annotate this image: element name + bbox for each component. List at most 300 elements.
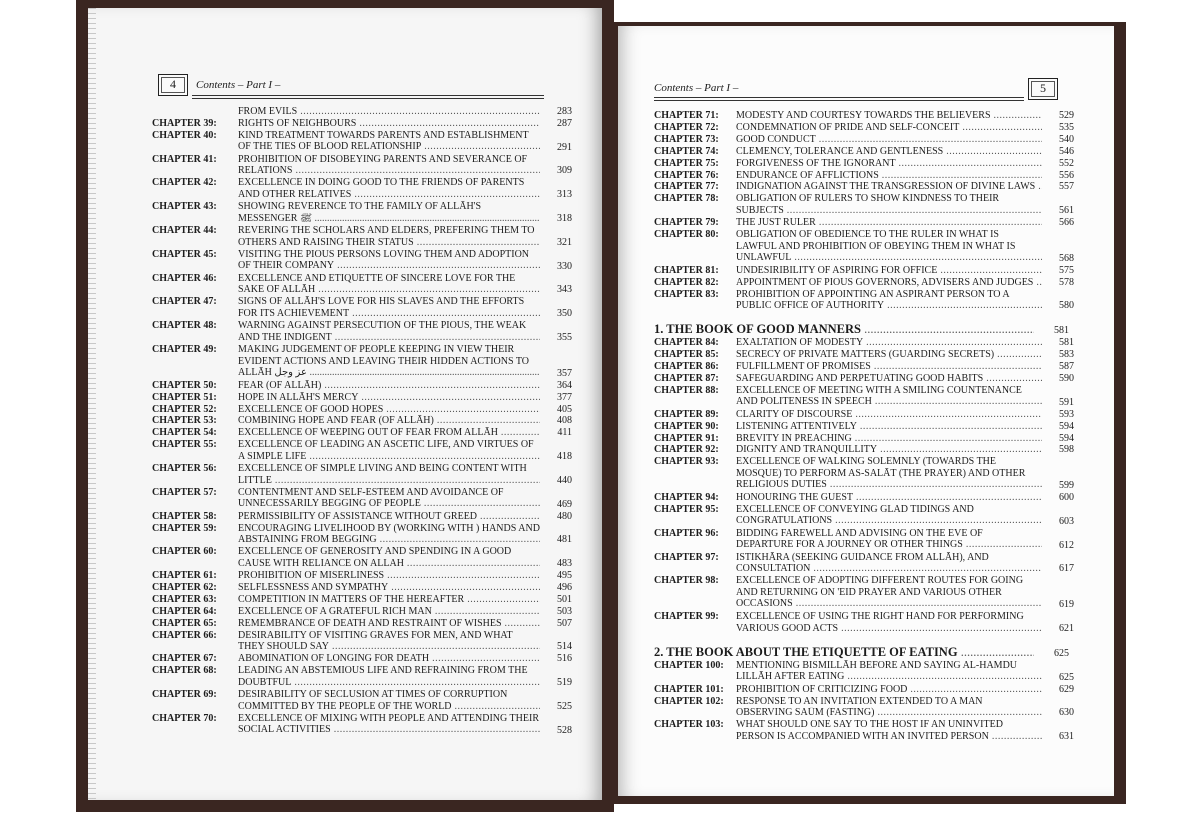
chapter-number: CHAPTER 90: — [654, 420, 719, 432]
chapter-title — [238, 511, 540, 523]
chapter-title — [238, 463, 540, 486]
toc-entry — [152, 618, 572, 630]
chapter-title — [736, 719, 1042, 742]
toc-entry — [152, 427, 572, 439]
page-ref: 483 — [557, 558, 572, 570]
chapter-title — [736, 289, 1042, 312]
chapter-title-line: LISTENING ATTENTIVELY ..... — [736, 421, 1042, 433]
chapter-number: CHAPTER 80: — [654, 229, 719, 240]
toc-entry — [152, 404, 572, 416]
page-ref: 501 — [557, 593, 572, 605]
page-ref: 408 — [557, 415, 572, 427]
chapter-title-line: VISITING THE PIOUS PERSONS LOVING THEM AND ADOPTION — [238, 248, 530, 260]
chapter-number: CHAPTER 87: — [654, 373, 719, 384]
chapter-title — [238, 606, 540, 618]
chapter-title — [238, 380, 540, 392]
chapter-title-line: BREVITY IN PREACHING ..... — [736, 433, 1042, 445]
chapter-number: CHAPTER 86: — [654, 361, 719, 373]
chapter-title-line: EXCELLENCE OF CONVEYING GLAD TIDINGS AND — [736, 503, 974, 515]
toc-entry — [152, 523, 572, 547]
chapter-title-line: EXCELLENCE AND ETIQUETTE OF SINCERE LOVE FOR THE — [238, 272, 516, 284]
page-ref: 529 — [1059, 110, 1074, 121]
chapter-title-line: EXCELLENCE OF MIXING WITH PEOPLE AND ATTENDING THEIR — [238, 712, 539, 724]
chapter-title — [238, 546, 540, 569]
chapter-number: CHAPTER 99: — [654, 611, 719, 622]
page-ref: 377 — [557, 391, 572, 403]
chapter-title-line: ISTIKHĀRA (SEEKING GUIDANCE FROM ALLĀH), AND — [736, 551, 989, 563]
chapter-title — [238, 296, 540, 319]
toc-entry — [152, 570, 572, 582]
chapter-number: CHAPTER 52: — [152, 403, 217, 415]
page-ref: 629 — [1059, 683, 1074, 695]
chapter-title-line: A SIMPLE LIFE ..... — [238, 451, 540, 463]
chapter-number: CHAPTER 61: — [152, 570, 217, 582]
page-ref: 540 — [1059, 133, 1074, 145]
chapter-title-line: SOCIAL ACTIVITIES ..... — [238, 724, 540, 736]
chapter-title-line: MOSQUE) TO PERFORM AS-SALĀT (THE PRAYER) AND OTHER — [736, 467, 1026, 479]
chapter-title — [736, 349, 1042, 361]
chapter-title — [736, 696, 1042, 719]
chapter-title — [238, 201, 540, 224]
chapter-title — [736, 217, 1042, 229]
chapter-number: CHAPTER 73: — [654, 133, 719, 145]
chapter-title-line: EXCELLENCE OF USING THE RIGHT HAND FOR PERFORMING — [736, 611, 1024, 622]
chapter-number: CHAPTER 48: — [152, 320, 217, 332]
chapter-title — [736, 337, 1042, 349]
chapter-number: CHAPTER 65: — [152, 617, 217, 629]
page-edge — [88, 8, 96, 800]
toc-entry — [654, 158, 1074, 170]
toc-entry — [654, 719, 1074, 743]
toc-entry — [152, 380, 572, 392]
chapter-title — [736, 146, 1042, 158]
chapter-title-line: EXCELLENCE OF A GRATEFUL RICH MAN ..... — [238, 606, 540, 618]
toc-entry — [654, 170, 1074, 182]
chapter-title-line: OTHERS AND RAISING THEIR STATUS ..... — [238, 237, 540, 249]
chapter-title — [736, 409, 1042, 421]
page-ref: 575 — [1059, 264, 1074, 276]
chapter-title — [736, 575, 1042, 610]
chapter-title-line: COMPETITION IN MATTERS OF THE HEREAFTER ..... — [238, 594, 540, 606]
chapter-title-line: PUBLIC OFFICE OF AUTHORITY ..... — [736, 300, 1042, 312]
chapter-title — [736, 229, 1042, 264]
chapter-title-line: LILLĀH AFTER EATING ..... — [736, 671, 1042, 683]
toc-entry — [152, 713, 572, 737]
toc-entry — [152, 130, 572, 154]
chapter-title-line: AND OTHER RELATIVES ..... — [238, 189, 540, 201]
page-ref: 557 — [1059, 181, 1074, 193]
chapter-title-line: KIND TREATMENT TOWARDS PARENTS AND ESTABLISHMENT — [238, 129, 529, 141]
page-number: 4 — [170, 77, 176, 91]
chapter-title-line: EXCELLENCE IN DOING GOOD TO THE FRIENDS OF PARENTS — [238, 177, 525, 189]
page-ref: 583 — [1059, 349, 1074, 361]
toc-entry — [152, 653, 572, 665]
chapter-title-line: SELFLESSNESS AND SYMPATHY ..... — [238, 582, 540, 594]
chapter-number: CHAPTER 85: — [654, 349, 719, 361]
chapter-title-line: DESIRABILITY OF SECLUSION AT TIMES OF CORRUPTION — [238, 689, 508, 701]
chapter-title-line: RELIGIOUS DUTIES ..... — [736, 479, 1042, 491]
page-ref: 612 — [1059, 539, 1074, 551]
chapter-title-line: LAWFUL AND PROHIBITION OF OBEYING THEM IN WHAT IS — [736, 240, 1016, 252]
chapter-title — [736, 193, 1042, 216]
chapter-title-line: EXALTATION OF MODESTY ..... — [736, 337, 1042, 349]
page-ref: 591 — [1059, 396, 1074, 408]
chapter-title-line: CAUSE WITH RELIANCE ON ALLAH ..... — [238, 558, 540, 570]
page-ref: 514 — [557, 641, 572, 653]
chapter-number: CHAPTER 44: — [152, 225, 217, 236]
chapter-number: CHAPTER 75: — [654, 157, 719, 169]
chapter-number: CHAPTER 54: — [152, 427, 217, 439]
page-ref: 566 — [1059, 217, 1074, 229]
page-ref: 418 — [557, 451, 572, 463]
toc-entry — [654, 611, 1074, 635]
page-ref: 528 — [557, 724, 572, 736]
book-page-ref: 581 — [1054, 325, 1069, 337]
page-ref: 593 — [1059, 408, 1074, 420]
chapter-title — [238, 665, 540, 688]
chapter-number: CHAPTER 70: — [152, 712, 217, 724]
chapter-title — [238, 689, 540, 712]
chapter-number: CHAPTER 58: — [152, 510, 217, 522]
page-number-box — [158, 74, 188, 96]
chapter-title — [736, 528, 1042, 551]
page-ref: 309 — [557, 165, 572, 177]
toc-entry — [654, 504, 1074, 528]
chapter-number: CHAPTER 96: — [654, 527, 719, 539]
chapter-title-line: THE JUST RULER ..... — [736, 217, 1042, 229]
chapter-number: CHAPTER 45: — [152, 248, 217, 260]
toc-entry — [152, 415, 572, 427]
chapter-number: CHAPTER 91: — [654, 432, 719, 444]
chapter-title-line: EXCELLENCE OF MEETING WITH A SMILING COUNTENANCE — [736, 384, 1022, 396]
chapter-title-line: DEPARTURE FOR A JOURNEY OR OTHER THINGS ..... — [736, 539, 1042, 551]
chapter-title — [736, 660, 1042, 683]
toc-entry — [152, 665, 572, 689]
chapter-title-line: PERSON IS ACCOMPANIED WITH AN INVITED PERSON ..... — [736, 731, 1042, 743]
chapter-title — [238, 118, 540, 130]
chapter-title-line: EXCELLENCE OF GENEROSITY AND SPENDING IN A GOOD — [238, 546, 512, 558]
chapter-title — [238, 225, 540, 248]
toc-entry — [654, 337, 1074, 349]
page-ref: 496 — [557, 582, 572, 593]
page-ref: 516 — [557, 653, 572, 665]
book-page-ref: 625 — [1054, 647, 1069, 659]
toc-entry — [152, 249, 572, 273]
page-ref: 594 — [1059, 432, 1074, 444]
toc-entry — [654, 421, 1074, 433]
page-ref: 355 — [557, 332, 572, 344]
page-ref: 364 — [557, 379, 572, 391]
chapter-number: CHAPTER 40: — [152, 129, 217, 141]
chapter-title-line: ALLĀH عز وجل ..... — [238, 367, 540, 379]
toc-entry — [654, 444, 1074, 456]
chapter-title — [238, 630, 540, 653]
toc-entry — [654, 361, 1074, 373]
chapter-title-line: FEAR (OF ALLĀH) ..... — [238, 380, 540, 392]
chapter-title-line: EXCELLENCE OF GOOD HOPES ..... — [238, 404, 540, 416]
chapter-number: CHAPTER 83: — [654, 288, 719, 300]
chapter-title-line: CONGRATULATIONS ..... — [736, 515, 1042, 527]
chapter-title-line: SAFEGUARDING AND PERPETUATING GOOD HABITS ..... — [736, 373, 1042, 385]
chapter-title-line: PROHIBITION OF CRITICIZING FOOD ..... — [736, 684, 1042, 696]
toc-entry — [152, 320, 572, 344]
chapter-title-line: SAKE OF ALLĀH ..... — [238, 284, 540, 296]
chapter-title-line: EXCELLENCE OF WALKING SOLEMNLY (TOWARDS THE — [736, 456, 997, 468]
toc-entry — [654, 552, 1074, 576]
chapter-title — [736, 277, 1042, 289]
chapter-title — [238, 582, 540, 594]
chapter-number: CHAPTER 51: — [152, 391, 217, 403]
book-heading: 2. THE BOOK ABOUT THE ETIQUETTE OF EATING ..... — [654, 645, 1034, 660]
page-ref: 440 — [557, 474, 572, 486]
chapter-title — [736, 361, 1042, 373]
chapter-title-line: OF THE TIES OF BLOOD RELATIONSHIP ..... — [238, 141, 540, 153]
chapter-title — [736, 122, 1042, 134]
chapter-title — [238, 618, 540, 630]
chapter-title-line: FULFILLMENT OF PROMISES ..... — [736, 361, 1042, 373]
toc-entry — [152, 606, 572, 618]
chapter-title-line: EXCELLENCE OF LEADING AN ASCETIC LIFE, AND VIRTUES OF — [238, 439, 534, 451]
toc-entry — [654, 134, 1074, 146]
chapter-title-line: AND RETURNING ON 'EID PRAYER AND VARIOUS OTHER — [736, 586, 1002, 598]
chapter-title-line: ABOMINATION OF LONGING FOR DEATH ..... — [238, 653, 540, 665]
page-ref: 495 — [557, 570, 572, 582]
chapter-title-line: GOOD CONDUCT ..... — [736, 134, 1042, 146]
chapter-title-line: CONTENTMENT AND SELF-ESTEEM AND AVOIDANCE OF — [238, 486, 504, 498]
toc-entry — [654, 217, 1074, 229]
chapter-number: CHAPTER 94: — [654, 492, 719, 503]
chapter-number: CHAPTER 56: — [152, 463, 217, 474]
chapter-title-line: DOUBTFUL ..... — [238, 677, 540, 689]
page-ref: 598 — [1059, 444, 1074, 456]
page-ref: 343 — [557, 284, 572, 296]
chapter-number: CHAPTER 100: — [654, 659, 724, 671]
chapter-title — [736, 684, 1042, 696]
chapter-title-line: MESSENGER ﷺ ..... — [238, 213, 540, 225]
chapter-title-line: MODESTY AND COURTESY TOWARDS THE BELIEVERS ..... — [736, 110, 1042, 122]
chapter-number: CHAPTER 101: — [654, 683, 724, 695]
page-ref: 283 — [557, 106, 572, 117]
page-ref: 625 — [1059, 671, 1074, 683]
chapter-title-line: SUBJECTS ..... — [736, 205, 1042, 217]
chapter-number: CHAPTER 82: — [654, 276, 719, 288]
chapter-number: CHAPTER 74: — [654, 145, 719, 157]
page-ref: 587 — [1059, 361, 1074, 373]
chapter-title-line: SIGNS OF ALLĀH'S LOVE FOR HIS SLAVES AND THE EFFORTS — [238, 296, 525, 308]
chapter-number: CHAPTER 39: — [152, 117, 217, 129]
chapter-title — [736, 373, 1042, 385]
page-ref: 578 — [1059, 276, 1074, 288]
toc-entry — [654, 265, 1074, 277]
page-ref: 330 — [557, 260, 572, 272]
chapter-title-line: HOPE IN ALLĀH'S MERCY ..... — [238, 392, 540, 404]
chapter-number: CHAPTER 57: — [152, 486, 217, 498]
page-ref: 321 — [557, 236, 572, 248]
chapter-title-line: RIGHTS OF NEIGHBOURS ..... — [238, 118, 540, 130]
toc-entry — [654, 229, 1074, 265]
chapter-title-line: CONSULTATION ..... — [736, 563, 1042, 575]
chapter-number: CHAPTER 79: — [654, 217, 719, 229]
chapter-title-line: SHOWING REVERENCE TO THE FAMILY OF ALLĀH'S — [238, 201, 482, 213]
page-ref: 481 — [557, 534, 572, 546]
page-ref: 617 — [1059, 563, 1074, 575]
chapter-number: CHAPTER 76: — [654, 169, 719, 181]
page-ref: 621 — [1059, 622, 1074, 634]
toc-entry — [152, 582, 572, 594]
toc-entry — [152, 487, 572, 511]
chapter-title — [736, 181, 1042, 193]
chapter-title — [736, 421, 1042, 433]
chapter-title-line: CLEMENCY, TOLERANCE AND GENTLENESS ..... — [736, 146, 1042, 158]
page-ref: 405 — [557, 403, 572, 415]
chapter-number: CHAPTER 95: — [654, 503, 719, 515]
toc-entry — [654, 385, 1074, 409]
chapter-title — [736, 456, 1042, 491]
chapter-title-line: COMBINING HOPE AND FEAR (OF ALLĀH) ..... — [238, 415, 540, 427]
chapter-title — [736, 611, 1042, 634]
toc-entry — [152, 439, 572, 463]
chapter-number: CHAPTER 42: — [152, 177, 217, 189]
chapter-title — [736, 110, 1042, 122]
chapter-number: CHAPTER 89: — [654, 408, 719, 420]
chapter-title — [238, 177, 540, 200]
page-ref: 519 — [557, 677, 572, 689]
chapter-title-line: MENTIONING BISMILLĀH BEFORE AND SAYING AL-HAMDU — [736, 659, 1018, 671]
toc-entry — [654, 289, 1074, 313]
chapter-title-line: RELATIONS ..... — [238, 165, 540, 177]
chapter-title-line: UNDESIRIBILITY OF ASPIRING FOR OFFICE ..... — [736, 265, 1042, 277]
chapter-title-line: LITTLE ..... — [238, 475, 540, 487]
chapter-title — [238, 249, 540, 272]
chapter-title — [238, 320, 540, 343]
chapter-number: CHAPTER 62: — [152, 582, 217, 593]
chapter-title-line: PERMISSIBILITY OF ASSISTANCE WITHOUT GREED ..... — [238, 511, 540, 523]
chapter-title-line: PROHIBITION OF APPOINTING AN ASPIRANT PERSON TO A — [736, 288, 1010, 300]
chapter-title — [736, 504, 1042, 527]
chapter-number: CHAPTER 66: — [152, 629, 217, 641]
toc-entry — [654, 409, 1074, 421]
chapter-title-line: PROHIBITION OF MISERLINESS ..... — [238, 570, 540, 582]
page-ref: 631 — [1059, 731, 1074, 743]
page-ref: 556 — [1059, 169, 1074, 181]
toc-entry — [654, 181, 1074, 193]
chapter-number: CHAPTER 88: — [654, 384, 719, 396]
page-ref: 313 — [557, 189, 572, 201]
toc-entry — [654, 660, 1074, 684]
toc-entry — [152, 594, 572, 606]
page-ref: 599 — [1059, 480, 1074, 492]
page-ref: 590 — [1059, 373, 1074, 384]
chapter-title — [238, 415, 540, 427]
chapter-title-line: UNLAWFUL ..... — [736, 252, 1042, 264]
chapter-title-line: DESIRABILITY OF VISITING GRAVES FOR MEN, AND WHAT — [238, 629, 513, 641]
chapter-title — [736, 552, 1042, 575]
page-ref: 525 — [557, 700, 572, 712]
chapter-title — [238, 404, 540, 416]
chapter-number: CHAPTER 103: — [654, 719, 724, 731]
left-page — [88, 8, 602, 800]
page-ref: 580 — [1059, 300, 1074, 312]
toc-entry — [152, 106, 572, 118]
toc-entry — [654, 575, 1074, 611]
toc-entry — [654, 684, 1074, 696]
toc-entry — [152, 689, 572, 713]
chapter-number: CHAPTER 64: — [152, 605, 217, 617]
page-ref: 546 — [1059, 145, 1074, 157]
toc-entry — [654, 373, 1074, 385]
chapter-title-line: OBSERVING SAŪM (FASTING) ..... — [736, 707, 1042, 719]
toc-entry — [152, 118, 572, 130]
chapter-title-line: INDIGNATION AGAINST THE TRANSGRESSION OF DIVINE LAWS ..... — [736, 181, 1042, 193]
book-heading: 1. THE BOOK OF GOOD MANNERS ..... — [654, 322, 1034, 337]
chapter-title — [238, 273, 540, 296]
chapter-number: CHAPTER 93: — [654, 456, 719, 468]
chapter-title-line: DIGNITY AND TRANQUILLITY ..... — [736, 444, 1042, 456]
toc-entry — [152, 344, 572, 380]
chapter-title-line: MAKING JUDGEMENT OF PEOPLE KEEPING IN VIEW THEIR — [238, 344, 515, 355]
chapter-number: CHAPTER 67: — [152, 653, 217, 665]
chapter-title — [238, 594, 540, 606]
chapter-title-line: EXCELLENCE OF WEEPING OUT OF FEAR FROM ALLĀH ..... — [238, 427, 540, 439]
chapter-title-line: COMMITTED BY THE PEOPLE OF THE WORLD ..... — [238, 701, 540, 713]
chapter-title-line: OCCASIONS ..... — [736, 598, 1042, 610]
page-ref: 600 — [1059, 492, 1074, 503]
chapter-title — [238, 653, 540, 665]
chapter-number: CHAPTER 55: — [152, 439, 217, 451]
chapter-title-line: ENDURANCE OF AFFLICTIONS ..... — [736, 170, 1042, 182]
chapter-title-line: WARNING AGAINST PERSECUTION OF THE PIOUS, THE WEAK — [238, 320, 527, 332]
chapter-number: CHAPTER 63: — [152, 593, 217, 605]
toc-entry — [152, 201, 572, 225]
chapter-title-line: THEY SHOULD SAY ..... — [238, 641, 540, 653]
toc-entry — [152, 273, 572, 297]
page-ref: 581 — [1059, 337, 1074, 349]
chapter-title — [238, 713, 540, 736]
toc-entry — [654, 433, 1074, 445]
page-ref: 480 — [557, 510, 572, 522]
chapter-title — [736, 433, 1042, 445]
page-ref: 594 — [1059, 420, 1074, 432]
chapter-title-line: RESPONSE TO AN INVITATION EXTENDED TO A MAN — [736, 695, 983, 707]
chapter-title-line: CLARITY OF DISCOURSE ..... — [736, 409, 1042, 421]
header-rule — [654, 97, 1024, 101]
chapter-title-line: EVIDENT ACTIONS AND LEAVING THEIR HIDDEN ACTIONS TO — [238, 355, 530, 367]
chapter-title-line: CONDEMNATION OF PRIDE AND SELF-CONCEIT ..... — [736, 122, 1042, 134]
toc-entry — [654, 122, 1074, 134]
chapter-title-line: PROHIBITION OF DISOBEYING PARENTS AND SEVERANCE OF — [238, 153, 528, 165]
chapter-title-line: AND POLITENESS IN SPEECH ..... — [736, 396, 1042, 408]
toc-entry — [654, 277, 1074, 289]
toc-entry — [152, 630, 572, 654]
running-header: Contents – Part I – — [654, 82, 739, 94]
toc-entry — [152, 463, 572, 487]
toc-entry — [654, 146, 1074, 158]
chapter-title-line: HONOURING THE GUEST ..... — [736, 492, 1042, 504]
chapter-title — [736, 170, 1042, 182]
chapter-number: CHAPTER 49: — [152, 344, 217, 355]
chapter-title — [238, 523, 540, 546]
chapter-number: CHAPTER 60: — [152, 546, 217, 558]
toc-entry — [654, 456, 1074, 492]
right-page — [618, 26, 1114, 796]
chapter-number: CHAPTER 77: — [654, 181, 719, 193]
chapter-number: CHAPTER 92: — [654, 444, 719, 456]
chapter-title — [238, 344, 540, 379]
page-ref: 411 — [557, 427, 572, 439]
chapter-title-line: VARIOUS GOOD ACTS ..... — [736, 623, 1042, 635]
chapter-number: CHAPTER 98: — [654, 575, 719, 587]
chapter-title — [736, 385, 1042, 408]
